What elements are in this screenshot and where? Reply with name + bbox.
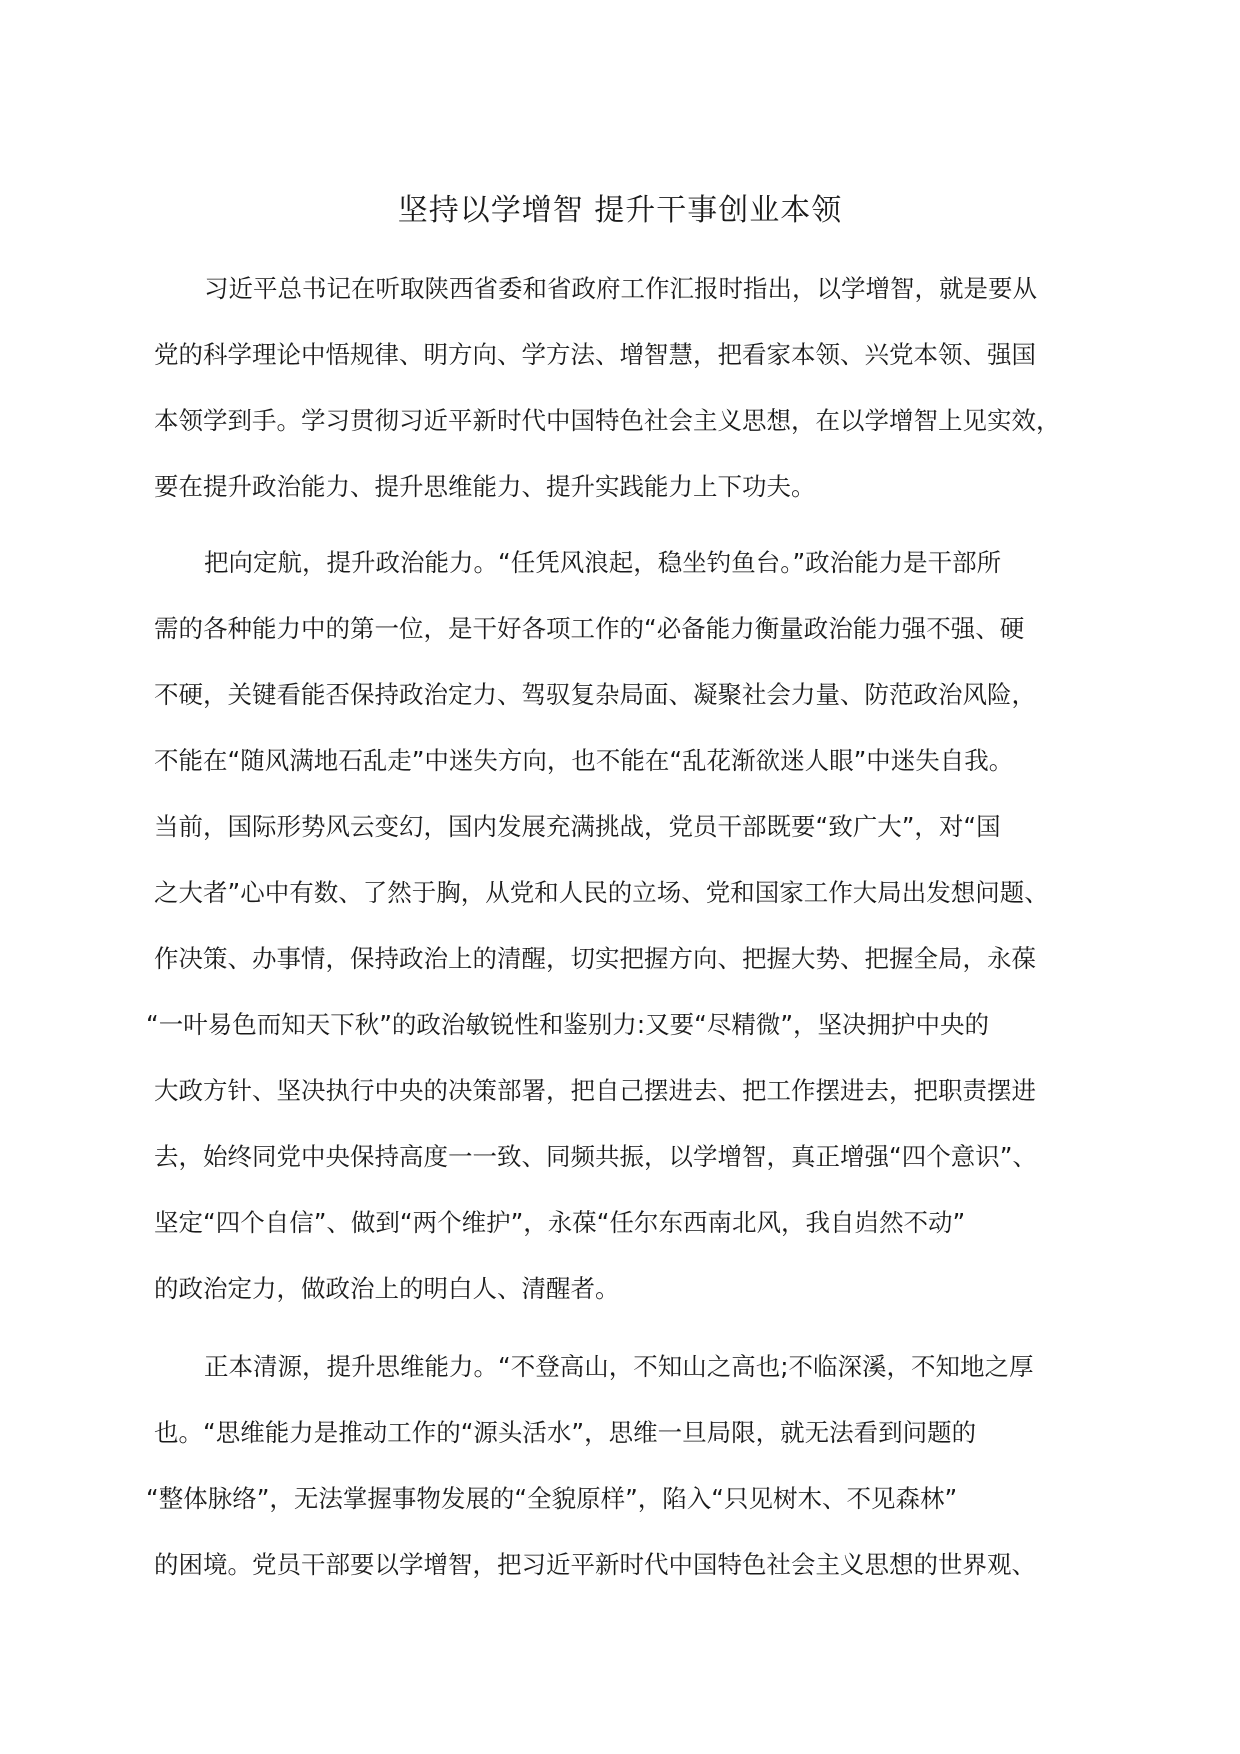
paragraph-line: 也。“思维能力是推动工作的“源头活水”，思维一旦局限，就无法看到问题的 [154, 1418, 977, 1447]
paragraph-line: 正本清源，提升思维能力。“不登高山，不知山之高也;不临深溪，不知地之厚 [204, 1352, 1034, 1381]
paragraph-1 [154, 256, 1074, 520]
paragraph-line: 作决策、办事情，保持政治上的清醒，切实把握方向、把握大势、把握全局，永葆 [154, 944, 1036, 973]
paragraph-line: 大政方针、坚决执行中央的决策部署，把自己摆进去、把工作摆进去，把职责摆进 [154, 1076, 1036, 1105]
paragraph-line: 把向定航，提升政治能力。“任凭风浪起，稳坐钓鱼台。”政治能力是干部所 [204, 548, 1002, 577]
paragraph-line: 当前，国际形势风云变幻，国内发展充满挑战，党员干部既要“致广大”，对“国 [154, 812, 1001, 841]
paragraph-line: 不能在“随风满地石乱走”中迷失方向，也不能在“乱花渐欲迷人眼”中迷失自我。 [154, 746, 1014, 775]
paragraph-line: 坚定“四个自信”、做到“两个维护”，永葆“任尔东西南北风，我自岿然不动” [154, 1208, 966, 1237]
paragraph-line: “一叶易色而知天下秋”的政治敏锐性和鉴别力:又要“尽精微”，坚决拥护中央的 [146, 1010, 990, 1039]
paragraph-line: 习近平总书记在听取陕西省委和省政府工作汇报时指出，以学增智，就是要从 [204, 274, 1037, 303]
paragraph-2 [146, 530, 1074, 1322]
document-title: 坚持以学增智 提升干事创业本领 [397, 193, 843, 228]
paragraph-line: 的政治定力，做政治上的明白人、清醒者。 [154, 1274, 620, 1303]
paragraph-line: “整体脉络”，无法掌握事物发展的“全貌原样”，陷入“只见树木、不见森林” [146, 1484, 958, 1513]
paragraph-line: 要在提升政治能力、提升思维能力、提升实践能力上下功夫。 [154, 472, 816, 501]
paragraph-line: 不硬，关键看能否保持政治定力、驾驭复杂局面、凝聚社会力量、防范政治风险， [154, 680, 1036, 709]
paragraph-line: 需的各种能力中的第一位，是干好各项工作的“必备能力衡量政治能力强不强、硬 [154, 614, 1025, 643]
paragraph-line: 去，始终同党中央保持高度一一致、同频共振，以学增智，真正增强“四个意识”、 [154, 1142, 1037, 1171]
paragraph-line: 之大者”心中有数、了然于胸，从党和人民的立场、党和国家工作大局出发想问题、 [154, 878, 1049, 907]
paragraph-3 [146, 1334, 1074, 1598]
paragraph-line: 的困境。党员干部要以学增智，把习近平新时代中国特色社会主义思想的世界观、 [154, 1550, 1036, 1579]
paragraph-line: 本领学到手。学习贯彻习近平新时代中国特色社会主义思想，在以学增智上见实效， [154, 406, 1061, 435]
paragraph-line: 党的科学理论中悟规律、明方向、学方法、增智慧，把看家本领、兴党本领、强国 [154, 340, 1036, 369]
